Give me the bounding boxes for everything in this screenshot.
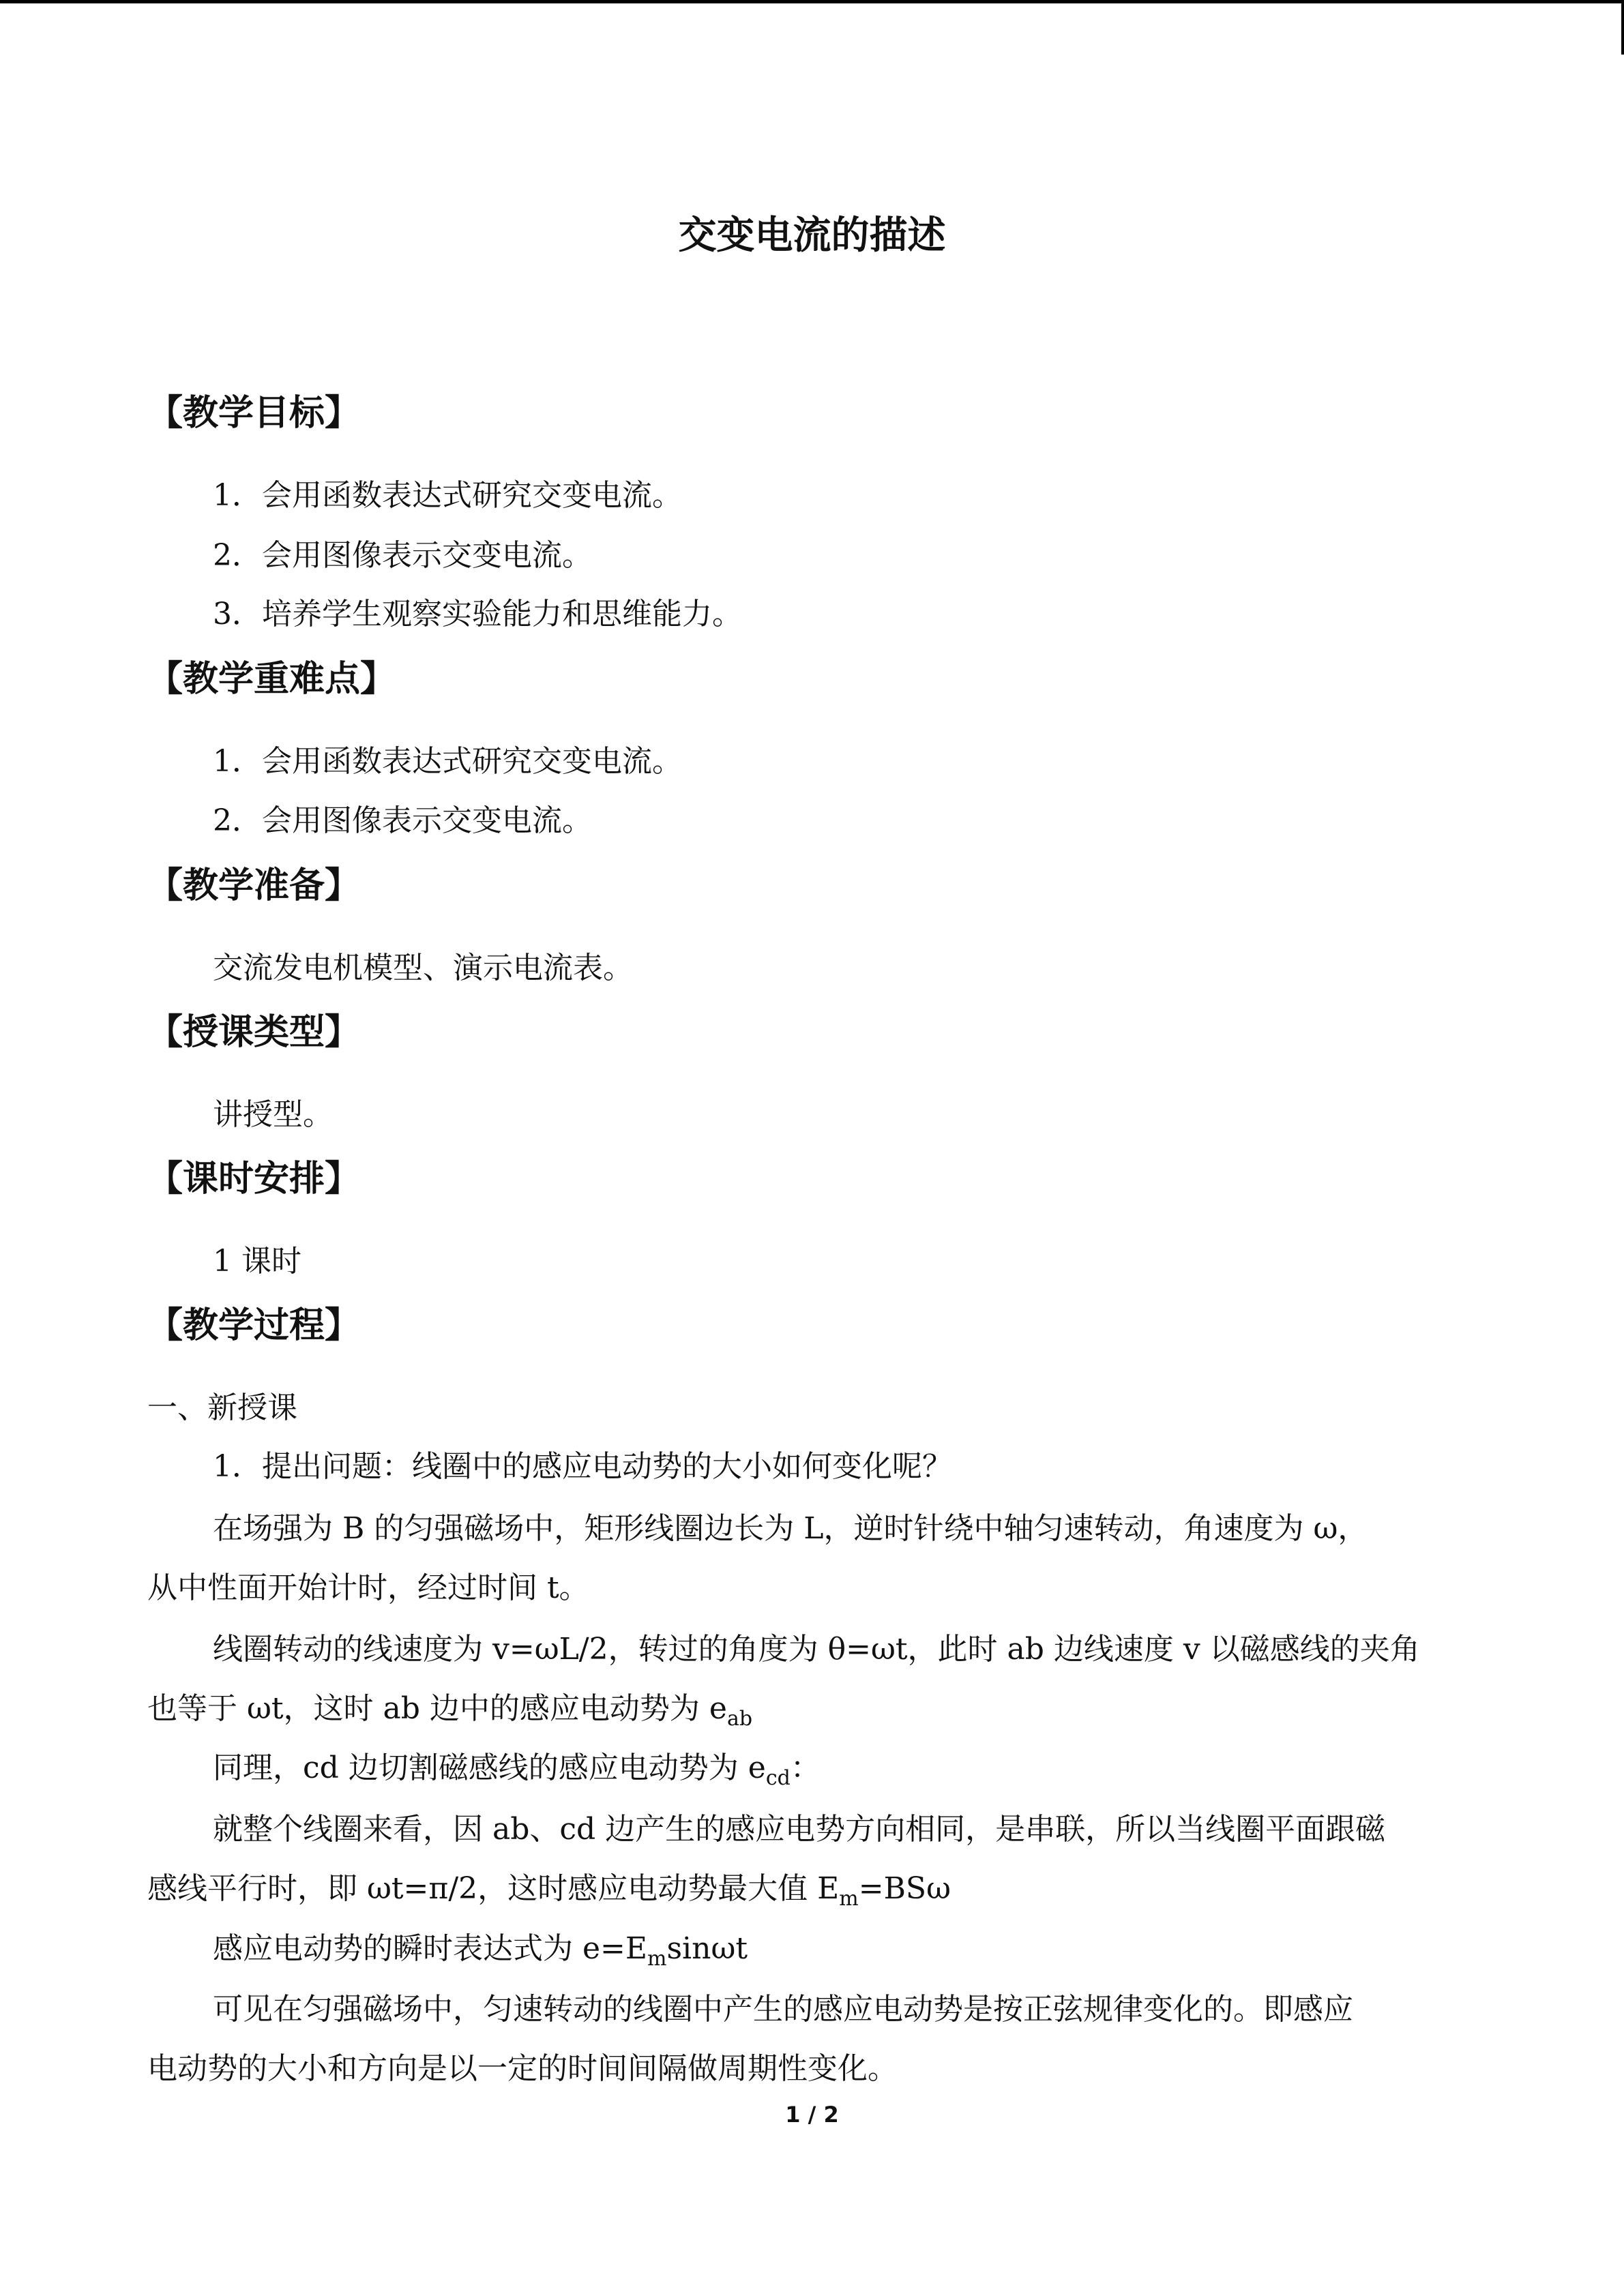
page-right-border	[1621, 0, 1624, 55]
heading-lesson-type: 【授课类型】	[147, 1012, 361, 1053]
page-number: 1 / 2	[785, 2102, 839, 2128]
preparation-text: 交流发电机模型、演示电流表。	[213, 951, 633, 985]
process-part-1: 一、新授课	[147, 1390, 297, 1425]
subscript-cd: cd	[765, 1766, 791, 1790]
paragraph-2-line-2	[147, 1688, 752, 1729]
subscript-m-2: m	[647, 1947, 667, 1971]
paragraph-4-line-1: 就整个线圈来看，因 ab、cd 边产生的感应电势方向相同，是串联，所以当线圈平面跟磁	[213, 1812, 1386, 1847]
paragraph-3-end: ：	[790, 1750, 821, 1785]
paragraph-2-line-1: 线圈转动的线速度为 v=ωL/2，转过的角度为 θ=ωt，此时 ab 边线速度 v 以磁感线的夹角	[213, 1632, 1420, 1667]
heading-key-points: 【教学重难点】	[147, 659, 396, 700]
document-title: 交变电流的描述	[678, 213, 946, 258]
paragraph-5-end: sinωt	[666, 1931, 748, 1966]
schedule-text: 1 课时	[213, 1244, 301, 1279]
key-point-item-2: 2．会用图像表示交变电流。	[213, 803, 592, 838]
heading-teaching-process: 【教学过程】	[147, 1305, 361, 1346]
heading-schedule: 【课时安排】	[147, 1159, 361, 1199]
paragraph-5-text: 感应电动势的瞬时表达式为 e=E	[213, 1931, 648, 1966]
paragraph-1-line-1: 在场强为 B 的匀强磁场中，矩形线圈边长为 L，逆时针绕中轴匀速转动，角速度为 ω，	[213, 1511, 1368, 1546]
key-point-item-1: 1．会用函数表达式研究交变电流。	[213, 744, 682, 779]
paragraph-2-line-2-text: 也等于 ωt，这时 ab 边中的感应电动势为 e	[147, 1691, 727, 1726]
process-question-1: 1．提出问题：线圈中的感应电动势的大小如何变化呢？	[213, 1449, 952, 1484]
heading-preparation: 【教学准备】	[147, 865, 361, 906]
goal-item-3: 3．培养学生观察实验能力和思维能力。	[213, 597, 742, 631]
paragraph-3-text: 同理，cd 边切割磁感线的感应电动势为 e	[213, 1750, 766, 1785]
lesson-type-text: 讲授型。	[213, 1097, 333, 1132]
paragraph-5	[213, 1928, 748, 1969]
paragraph-6-line-2: 电动势的大小和方向是以一定的时间间隔做周期性变化。	[147, 2051, 898, 2086]
paragraph-4-line-2-text: 感线平行时，即 ωt=π/2，这时感应电动势最大值 E	[147, 1871, 840, 1906]
subscript-m-1: m	[839, 1887, 859, 1911]
paragraph-3	[213, 1748, 821, 1789]
heading-teaching-goals: 【教学目标】	[147, 393, 361, 434]
paragraph-1-line-2: 从中性面开始计时，经过时间 t。	[147, 1570, 589, 1605]
subscript-ab: ab	[726, 1707, 753, 1731]
goal-item-2: 2．会用图像表示交变电流。	[213, 538, 592, 573]
paragraph-4-line-2	[147, 1868, 951, 1909]
goal-item-1: 1．会用函数表达式研究交变电流。	[213, 478, 682, 513]
page-top-border	[0, 0, 1624, 3]
paragraph-6-line-1: 可见在匀强磁场中，匀速转动的线圈中产生的感应电动势是按正弦规律变化的。即感应	[213, 1992, 1353, 2027]
paragraph-4-end: =BSω	[858, 1871, 951, 1906]
